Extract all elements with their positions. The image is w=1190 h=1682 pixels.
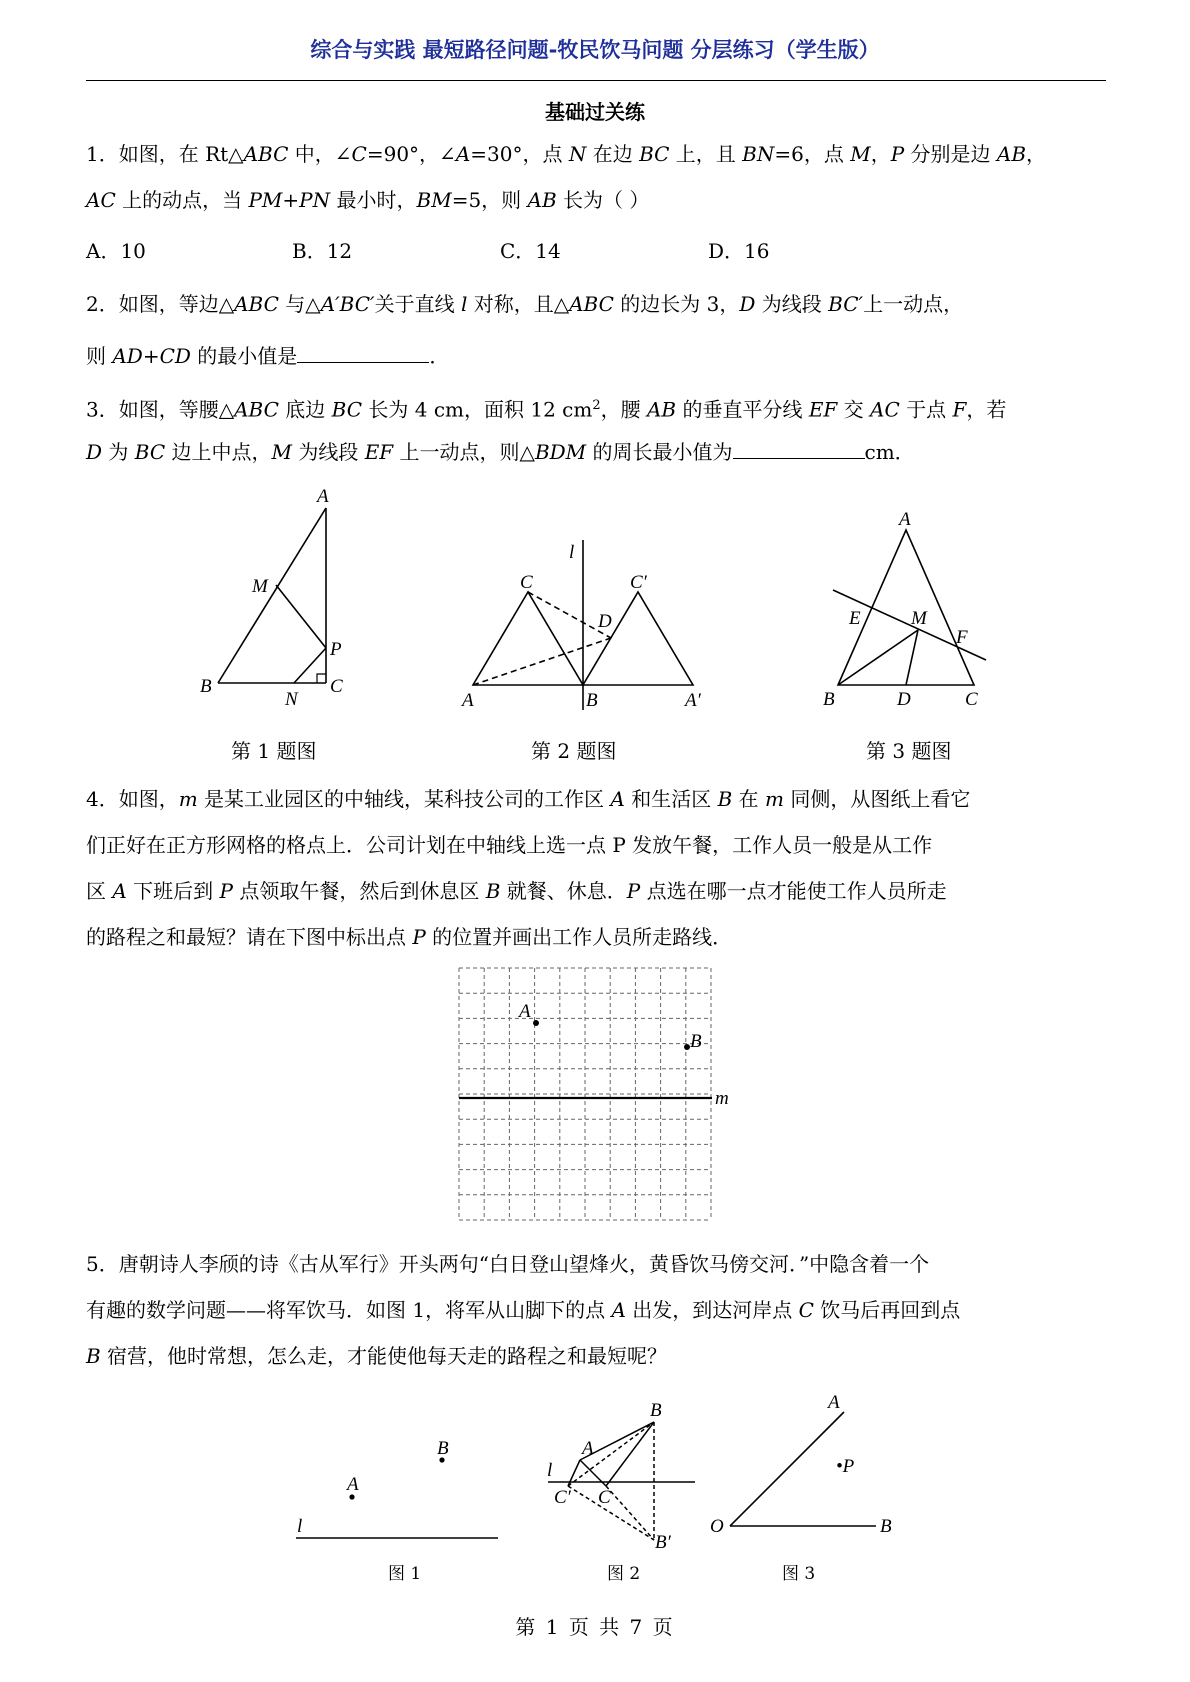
var: CD [159, 344, 191, 368]
fig1-label: C [330, 676, 343, 697]
q5-fig2-label: C′ [554, 1487, 571, 1508]
text-run: 上的动点，当 [115, 188, 249, 212]
var: BC [134, 440, 166, 464]
var: A [112, 879, 127, 903]
var: A′BC′ [320, 292, 375, 316]
var: l [460, 292, 468, 316]
q5-fig1-label: B [437, 1438, 449, 1459]
var: PN [299, 188, 331, 212]
text-run: 关于直线 [374, 292, 461, 316]
var: D [86, 440, 103, 464]
fig2-label: B [586, 690, 598, 711]
text-run: 交 [837, 397, 871, 422]
q5-fig1-label: l [297, 1516, 303, 1537]
grid-lines [459, 968, 711, 1220]
text-run: 的垂直平分线 [676, 397, 809, 422]
text-run: cm． [864, 440, 915, 464]
text-run: =5，则 [451, 188, 528, 212]
var: EF [808, 397, 838, 422]
var: BC [331, 397, 363, 422]
var: m [178, 787, 198, 811]
fig1-label: B [200, 676, 212, 697]
text-run: 底边 [278, 397, 332, 422]
fig3-label: E [849, 608, 861, 629]
grid-label: m [715, 1088, 729, 1109]
text-run: 有趣的数学问题——将军饮马．如图 1，将军从山脚下的点 [86, 1298, 612, 1322]
var: B [485, 879, 501, 903]
fig2-caption: 第 2 题图 [531, 739, 617, 763]
fig2-label: C [520, 572, 533, 593]
text-run: 的周长最小值为 [586, 440, 733, 464]
point-a [533, 1020, 539, 1026]
text-run: 和生活区 [624, 787, 718, 811]
page-footer: 第 1 页 共 7 页 [515, 1615, 675, 1639]
text-run: 的边长为 3， [613, 292, 740, 316]
q5-fig2-label: C [598, 1487, 611, 1508]
fig2-label: l [569, 542, 575, 563]
text-run: 出发，到达河岸点 [625, 1298, 799, 1322]
q5-fig3-caption: 图 3 [782, 1564, 816, 1584]
text-run: 于点 [899, 397, 953, 422]
text-run: 长为（ ） [556, 188, 650, 212]
text-run: ， [870, 142, 891, 166]
var: P [412, 925, 426, 949]
q5-fig2-label: l [547, 1460, 553, 1481]
answer-blank[interactable] [733, 438, 865, 459]
text-run: 下班后到 [126, 879, 220, 903]
q2-line-1 [86, 290, 1106, 318]
superscript: 2 [592, 398, 601, 413]
var: EF [364, 440, 394, 464]
fig1-label: A [317, 486, 329, 507]
q5-fig2-label: A [582, 1438, 594, 1459]
fig2-triangles [473, 540, 693, 710]
var: ABC [234, 292, 279, 316]
text-run: 3．如图，等腰△ [86, 397, 235, 422]
q3-line-1 [86, 392, 1106, 424]
text-run: 如图，在 Rt△ [118, 142, 244, 166]
var: M [271, 440, 292, 464]
var: F [952, 397, 967, 422]
var: AB [646, 397, 677, 422]
text-run: + [142, 344, 160, 368]
text-run: 饮马后再回到点 [813, 1298, 961, 1322]
var: ABC [234, 397, 279, 422]
text-run: 的位置并画出工作人员所走路线． [425, 925, 733, 949]
var: M [850, 142, 871, 166]
q4-line-4 [86, 923, 1106, 951]
text-run: 点领取午餐，然后到休息区 [233, 879, 486, 903]
text-run: 与△ [278, 292, 321, 316]
var: AC [86, 188, 116, 212]
q5-fig2-label: B [650, 1400, 662, 1421]
text-run: ． [429, 344, 450, 368]
text-run: 上一动点，则△ [393, 440, 535, 464]
answer-blank[interactable] [297, 342, 429, 363]
var: BC [639, 142, 670, 166]
q5-fig3-label: O [710, 1516, 724, 1537]
q5-line-1: 5．唐朝诗人李颀的诗《古从军行》开头两句“白日登山望烽火，黄昏饮马傍交河．”中隐含着一个 [86, 1252, 930, 1276]
text-run: 在 [732, 787, 766, 811]
q1-option-a: A．10 [86, 239, 146, 263]
text-run: 的路程之和最短？请在下图中标出点 [86, 925, 413, 949]
figures-row-1 [0, 480, 1190, 740]
q5-line-2 [86, 1296, 1106, 1324]
text-run: 的最小值是 [190, 344, 298, 368]
fig2-label: D [598, 611, 612, 632]
fig3-label: A [899, 509, 911, 530]
var: P [890, 142, 905, 166]
fig3-label: D [897, 689, 911, 710]
text-run: ， [1026, 142, 1047, 166]
q5-fig2-label: B′ [655, 1532, 671, 1553]
text-run: 为线段 [755, 292, 829, 316]
var: C [798, 1298, 814, 1322]
fig2-label: A′ [685, 690, 701, 711]
var: C [351, 142, 367, 166]
q5-fig3-label: •P [836, 1456, 855, 1477]
text-run: 长为 4 cm，面积 12 cm [362, 397, 593, 422]
var: A [611, 1298, 626, 1322]
q5-fig2-caption: 图 2 [607, 1564, 641, 1584]
var: A [610, 787, 625, 811]
text-run: 就餐、休息． [500, 879, 627, 903]
text-run: 点选在哪一点才能使工作人员所走 [640, 879, 947, 903]
text-run: 对称，且△ [467, 292, 570, 316]
q4-line-3 [86, 877, 1106, 905]
var: N [568, 142, 587, 166]
var: BDM [534, 440, 587, 464]
q1-option-b: B．12 [292, 239, 353, 263]
text-run: 最小时， [330, 188, 417, 212]
text-run: 为线段 [291, 440, 365, 464]
text-run: 边上中点， [165, 440, 272, 464]
var: D [739, 292, 756, 316]
var: ABC [569, 292, 614, 316]
fig1-triangle [218, 508, 326, 683]
q5-fig3-label: B [880, 1516, 892, 1537]
var: AD [112, 344, 143, 368]
text-run: 同侧，从图纸上看它 [783, 787, 971, 811]
text-run: + [282, 188, 300, 212]
text-run: ，若 [966, 397, 1007, 422]
var: AC [870, 397, 900, 422]
q1-line-1 [86, 140, 1106, 168]
text-run: 上，且 [669, 142, 743, 166]
q5-fig1-label: A [347, 1474, 359, 1495]
q3-line-2 [86, 438, 1106, 466]
var: ABC [243, 142, 289, 166]
fig3-label: F [956, 627, 968, 648]
text-run: 宿营，他时常想，怎么走，才能使他每天走的路程之和最短呢？ [100, 1344, 668, 1368]
fig3-caption: 第 3 题图 [866, 739, 952, 763]
q1-number: 1． [86, 142, 119, 166]
text-run: ，腰 [600, 397, 647, 422]
q1-option-d: D．16 [708, 239, 770, 263]
fig3-label: B [823, 689, 835, 710]
q5-line-3 [86, 1342, 1106, 1370]
var: P [626, 879, 641, 903]
text-run: 在边 [586, 142, 640, 166]
var: A [455, 142, 471, 166]
fig1-caption: 第 1 题图 [231, 739, 317, 763]
var: B [717, 787, 733, 811]
text-run: 为 [102, 440, 135, 464]
var: B [86, 1344, 101, 1368]
q5-fig3-label: A [828, 1392, 840, 1413]
q5-fig2 [548, 1422, 695, 1540]
fig3-label: C [965, 689, 978, 710]
q1-option-c: C．14 [500, 239, 561, 263]
q1-line-2 [86, 186, 1106, 214]
text-run: 4．如图， [86, 787, 179, 811]
q2-line-2 [86, 342, 1106, 370]
q4-line-1 [86, 785, 1106, 813]
var: BN [742, 142, 775, 166]
grid-label: B [690, 1031, 702, 1052]
fig2-label: C′ [630, 572, 647, 593]
text-run: 分别是边 [904, 142, 997, 166]
figures-row-2 [0, 1390, 1190, 1590]
q5-fig1-caption: 图 1 [388, 1564, 422, 1584]
text-run: =30°，点 [470, 142, 569, 166]
text-run: =90°，∠ [366, 142, 456, 166]
text-run: 则 [86, 344, 113, 368]
text-run: =6，点 [774, 142, 851, 166]
var: m [765, 787, 784, 811]
grid-label: A [519, 1001, 531, 1022]
var: PM [248, 188, 283, 212]
header-rule [86, 80, 1106, 81]
text-run: 中，∠ [288, 142, 352, 166]
fig1-label: N [285, 689, 298, 710]
var: BC′ [828, 292, 864, 316]
document-header-title: 综合与实践 最短路径问题-牧民饮马问题 分层练习（学生版） [310, 38, 880, 62]
text-run: 是某工业园区的中轴线，某科技公司的工作区 [197, 787, 611, 811]
var: BM [416, 188, 452, 212]
section-title: 基础过关练 [545, 100, 645, 124]
q5-fig1 [296, 1457, 498, 1538]
var: AB [996, 142, 1027, 166]
grid-figure [0, 960, 1190, 1230]
fig2-label: A [462, 690, 474, 711]
text-run: 2．如图，等边△ [86, 292, 235, 316]
fig1-label: P [330, 639, 342, 660]
text-run: 上一动点， [863, 292, 964, 316]
text-run: 区 [86, 879, 113, 903]
var: AB [527, 188, 557, 212]
fig1-label: M [252, 576, 268, 597]
var: P [219, 879, 233, 903]
q4-line-2: 们正好在正方形网格的格点上．公司计划在中轴线上选一点 P 发放午餐，工作人员一般是从工作 [86, 833, 933, 857]
fig3-label: M [911, 608, 927, 629]
